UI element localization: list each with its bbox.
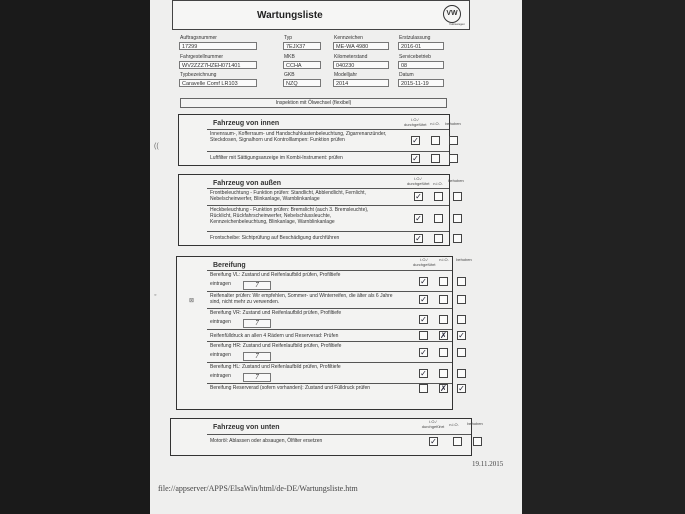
col-nio: n.i.O. bbox=[430, 121, 440, 126]
table-row bbox=[207, 383, 465, 409]
km-value: 040230 bbox=[333, 61, 389, 69]
servicebetrieb-value: 08 bbox=[398, 61, 444, 69]
row-text: Reifenalter prüfen: Wir empfehlen, Sommer- und Winterreifen, die älter als 6 Jahre sind, nicht mehr zu verwenden. bbox=[210, 293, 393, 305]
section-aussen bbox=[178, 174, 464, 246]
gkb-value: NZQ bbox=[283, 79, 321, 87]
typbez-label: Typbezeichnung bbox=[180, 72, 217, 78]
io-checkbox[interactable]: ✓ bbox=[412, 136, 419, 145]
io-checkbox[interactable]: ✓ bbox=[415, 234, 422, 243]
io-checkbox[interactable]: ✓ bbox=[420, 348, 427, 357]
background-right bbox=[522, 0, 685, 514]
row-subtext: eintragen bbox=[210, 352, 231, 358]
col-nio: n.i.O. bbox=[439, 257, 449, 262]
row-text: Motoröl: Ablassen oder absaugen, Ölfilter ersetzen bbox=[210, 438, 323, 444]
row-text: Bereifung HL: Zustand und Reifenlaufbild prüfen, Profiltiefe bbox=[210, 364, 341, 370]
behoben-checkbox[interactable]: ✓ bbox=[458, 331, 465, 340]
behoben-checkbox[interactable] bbox=[453, 192, 462, 201]
auftragsnummer-label: Auftragsnummer bbox=[180, 35, 217, 41]
punch-hole-icon: (( bbox=[154, 143, 159, 150]
profiltiefe-vl-field[interactable]: 7 bbox=[243, 281, 271, 290]
reifenalter-marker-icon: ⊠ bbox=[189, 298, 195, 304]
nio-checkbox[interactable] bbox=[431, 136, 440, 145]
io-checkbox[interactable]: ✓ bbox=[412, 154, 419, 163]
nio-checkbox[interactable] bbox=[434, 234, 443, 243]
section-unten bbox=[170, 418, 483, 456]
modelljahr-value: 2014 bbox=[333, 79, 389, 87]
behoben-checkbox[interactable] bbox=[457, 315, 466, 324]
document-title: Wartungsliste bbox=[257, 10, 323, 21]
table-row bbox=[207, 205, 449, 232]
gkb-label: GKB bbox=[284, 72, 295, 78]
col-behoben: behoben bbox=[445, 121, 461, 126]
col-io: i.O./ durchgeführt bbox=[413, 257, 436, 267]
modelljahr-label: Modelljahr bbox=[334, 72, 358, 78]
document-header bbox=[172, 0, 470, 30]
row-text: Innenraum-, Kofferraum- und Handschuhkastenbeleuchtung, Zigarrenanzünder, Steckdosen, Signalhorn und Kontrolllampen: Funktion prüfen bbox=[210, 131, 387, 143]
behoben-checkbox[interactable] bbox=[449, 136, 458, 145]
behoben-checkbox[interactable] bbox=[453, 234, 462, 243]
col-behoben: behoben bbox=[467, 421, 483, 426]
behoben-checkbox[interactable] bbox=[457, 295, 466, 304]
table-row bbox=[207, 151, 449, 165]
erstzulassung-label: Erstzulassung bbox=[399, 35, 431, 41]
section-innen bbox=[178, 114, 461, 166]
behoben-checkbox[interactable] bbox=[457, 277, 466, 286]
table-row bbox=[207, 270, 452, 292]
typ-value: 7EJX37 bbox=[283, 42, 321, 50]
behoben-checkbox[interactable] bbox=[453, 214, 462, 223]
table-row bbox=[207, 308, 452, 330]
row-text: Heckbeleuchtung - Funktion prüfen: Bremslicht (auch 3. Bremsleuchte), Rücklicht, Rückfahrscheinwerfer, Nebelschlussleuchte, Kennzeichenbeleuchtung, Blinkanlage, Warnblinkanlage bbox=[210, 207, 369, 225]
datum-value: 2015-11-19 bbox=[398, 79, 444, 87]
row-text: Frontbeleuchtung - Funktion prüfen: Standlicht, Abblendlicht, Fernlicht, Nebelscheinwerfer, Blinkanlage, Warnblinkanlage bbox=[210, 190, 366, 202]
nio-checkbox[interactable] bbox=[434, 192, 443, 201]
typ-label: Typ bbox=[284, 35, 293, 41]
kennzeichen-label: Kennzeichen bbox=[334, 35, 363, 41]
datum-label: Datum bbox=[399, 72, 414, 78]
paper-sheet bbox=[150, 0, 522, 514]
behoben-checkbox[interactable] bbox=[449, 154, 458, 163]
nio-checkbox[interactable]: ✗ bbox=[440, 384, 447, 393]
behoben-checkbox[interactable] bbox=[457, 348, 466, 357]
io-checkbox[interactable]: ✓ bbox=[420, 295, 427, 304]
nio-checkbox[interactable] bbox=[439, 295, 448, 304]
nio-checkbox[interactable] bbox=[439, 277, 448, 286]
nio-checkbox[interactable]: ✗ bbox=[440, 331, 447, 340]
behoben-checkbox[interactable] bbox=[457, 369, 466, 378]
col-behoben: behoben bbox=[448, 178, 464, 183]
row-subtext: eintragen bbox=[210, 319, 231, 325]
mkb-value: CCHA bbox=[283, 61, 321, 69]
nio-checkbox[interactable] bbox=[439, 369, 448, 378]
row-subtext: eintragen bbox=[210, 373, 231, 379]
row-text: Bereifung Reserverad (sofern vorhanden): Zustand und Fülldruck prüfen bbox=[210, 385, 371, 391]
col-io: i.O./ durchgeführt bbox=[404, 117, 427, 127]
io-checkbox[interactable]: ✓ bbox=[415, 192, 422, 201]
inspection-type: Inspektion mit Ölwechsel (flexibel) bbox=[180, 98, 447, 108]
io-checkbox[interactable]: ✓ bbox=[415, 214, 422, 223]
io-checkbox[interactable]: ✓ bbox=[420, 369, 427, 378]
table-row bbox=[207, 362, 452, 384]
servicebetrieb-label: Servicebetrieb bbox=[399, 54, 431, 60]
behoben-checkbox[interactable]: ✓ bbox=[458, 384, 465, 393]
profiltiefe-vr-field[interactable]: 7 bbox=[243, 319, 271, 328]
table-row bbox=[207, 231, 449, 245]
profiltiefe-hl-field[interactable]: 7 bbox=[243, 373, 271, 382]
col-io: i.O./ durchgeführt bbox=[421, 419, 445, 429]
background-left bbox=[0, 0, 150, 514]
row-text: Luftfilter mit Sättigungsanzeige im Kombi-Instrument: prüfen bbox=[210, 155, 343, 161]
typbez-value: Caravelle Comf LR103 bbox=[179, 79, 257, 87]
row-text: Bereifung HR: Zustand und Reifenlaufbild prüfen, Profiltiefe bbox=[210, 343, 342, 349]
nio-checkbox[interactable] bbox=[439, 348, 448, 357]
table-row bbox=[207, 291, 452, 309]
section-unten-title: Fahrzeug von unten bbox=[213, 424, 280, 431]
table-row bbox=[207, 188, 449, 206]
print-date: 19.11.2015 bbox=[472, 460, 504, 468]
table-row bbox=[207, 434, 471, 447]
nio-checkbox[interactable] bbox=[439, 315, 448, 324]
fahrgestell-label: Fahrgestellnummer bbox=[180, 54, 224, 60]
erstzulassung-value: 2016-01 bbox=[398, 42, 444, 50]
kennzeichen-value: ME-WA 4980 bbox=[333, 42, 389, 50]
io-checkbox[interactable]: ✓ bbox=[420, 277, 427, 286]
io-checkbox[interactable]: ✓ bbox=[430, 437, 437, 446]
col-nio: n.i.O. bbox=[433, 181, 443, 186]
profiltiefe-hr-field[interactable]: 7 bbox=[243, 352, 271, 361]
nio-checkbox[interactable] bbox=[453, 437, 462, 446]
io-checkbox[interactable] bbox=[419, 384, 428, 393]
section-bereifung bbox=[176, 256, 472, 410]
vw-logo-subtitle: Volkswagen bbox=[448, 22, 465, 26]
auftragsnummer-value: 17299 bbox=[179, 42, 257, 50]
source-url: file://appserver/APPS/ElsaWin/html/de-DE/Wartungsliste.htm bbox=[158, 484, 358, 493]
punch-hole-icon: ◦ bbox=[154, 292, 157, 299]
vw-logo-icon: VW bbox=[443, 5, 461, 23]
col-behoben: behoben bbox=[456, 257, 472, 262]
io-checkbox[interactable]: ✓ bbox=[420, 315, 427, 324]
table-row bbox=[207, 341, 452, 363]
behoben-checkbox[interactable] bbox=[473, 437, 482, 446]
col-io: i.O./ durchgeführt bbox=[407, 176, 430, 186]
fahrgestell-value: WV2ZZZ7HZEH071401 bbox=[179, 61, 257, 69]
km-label: Kilometerstand bbox=[334, 54, 368, 60]
row-text: Bereifung VR: Zustand und Reifenlaufbild prüfen, Profiltiefe bbox=[210, 310, 342, 316]
section-innen-title: Fahrzeug von innen bbox=[213, 120, 280, 127]
mkb-label: MKB bbox=[284, 54, 295, 60]
row-text: Reifenfülldruck an allen 4 Rädern und Reserverad: Prüfen bbox=[210, 333, 339, 339]
row-text: Bereifung VL: Zustand und Reifenlaufbild prüfen, Profiltiefe bbox=[210, 272, 341, 278]
section-aussen-title: Fahrzeug von außen bbox=[213, 180, 282, 187]
table-row bbox=[207, 129, 449, 152]
row-subtext: eintragen bbox=[210, 281, 231, 287]
nio-checkbox[interactable] bbox=[434, 214, 443, 223]
col-nio: n.i.O. bbox=[449, 422, 459, 427]
row-text: Frontscheibe: Sichtprüfung auf Beschädigung durchführen bbox=[210, 235, 340, 241]
section-bereifung-title: Bereifung bbox=[213, 262, 246, 269]
io-checkbox[interactable] bbox=[419, 331, 428, 340]
nio-checkbox[interactable] bbox=[431, 154, 440, 163]
